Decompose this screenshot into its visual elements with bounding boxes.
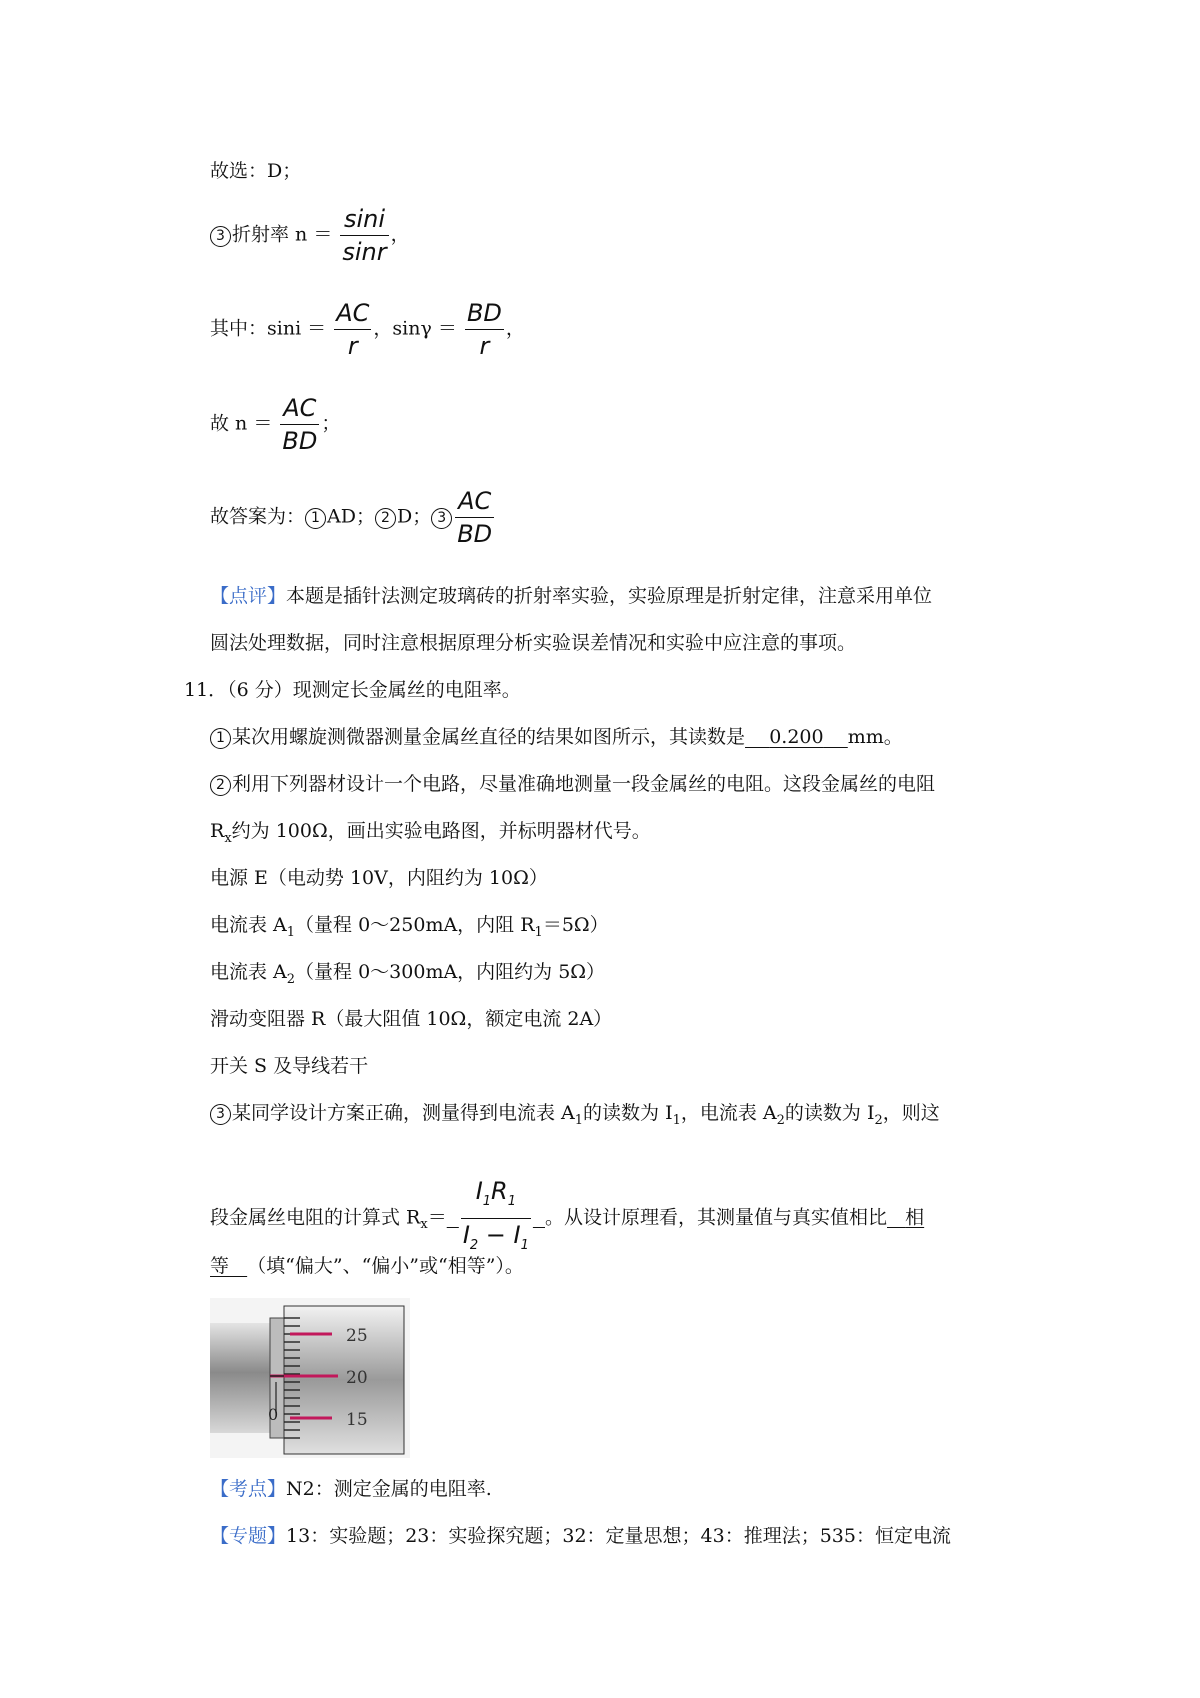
subscript: 1 [286, 924, 296, 940]
answer-choice-line: 故选：D； [210, 160, 302, 182]
subscript: 2 [874, 1112, 883, 1128]
subscript: 1 [507, 1193, 517, 1209]
fraction-denominator: r [347, 332, 358, 360]
fraction-numerator: sini [340, 203, 388, 236]
subscript: 2 [469, 1237, 479, 1253]
subscript: 1 [520, 1237, 529, 1253]
fraction [455, 485, 494, 550]
equals: ＝ [427, 1206, 447, 1229]
formula-prefix: 折射率 n ＝ [232, 223, 333, 246]
circled-number: 1 [210, 728, 231, 749]
part-text: 利用下列器材设计一个电路，尽量准确地测量一段金属丝的电阻。这段金属丝的电阻 [232, 773, 936, 795]
kaodian-text: N2：测定金属的电阻率. [286, 1478, 492, 1500]
answer-value: 等 [210, 1255, 230, 1277]
thimble-label: 15 [346, 1410, 368, 1430]
item-text: 电流表 A [210, 914, 287, 936]
fraction-denominator: sinr [342, 238, 387, 266]
kaodian-tag: 【考点】 [210, 1478, 287, 1500]
punct: ， [390, 223, 410, 246]
question-part-2-line-2 [210, 818, 651, 852]
circled-number: 3 [431, 508, 452, 529]
unit: mm。 [847, 726, 903, 748]
part-text: 段金属丝电阻的计算式 R [210, 1206, 421, 1229]
question-title: 11．（6 分）现测定长金属丝的电阻率。 [184, 679, 521, 701]
circled-number: 3 [210, 1104, 231, 1125]
equipment-item-4: 滑动变阻器 R（最大阻值 10Ω，额定电流 2A） [210, 1008, 613, 1030]
subscript: 1 [482, 1193, 492, 1209]
operator: − [478, 1220, 514, 1249]
part-text: （填“偏大”、“偏小”或“相等”）。 [247, 1255, 524, 1277]
part-text: 的读数为 I [583, 1102, 673, 1124]
subscript: 2 [776, 1112, 785, 1128]
equipment-item-3 [210, 959, 605, 993]
micrometer-figure [210, 1298, 410, 1458]
formula-prefix: 其中：sini ＝ [210, 317, 327, 340]
part-text: 约为 100Ω，画出实验电路图，并标明器材代号。 [231, 820, 651, 842]
fraction-numerator: AC [280, 392, 319, 425]
circled-number: 3 [210, 226, 231, 247]
answer-blank [887, 1206, 924, 1228]
fraction [340, 203, 388, 268]
question-part-2-line-1 [210, 771, 935, 797]
part-text: ，则这 [882, 1102, 940, 1124]
item-text: （量程 0～300mA，内阻约为 5Ω） [295, 961, 606, 983]
part-text: 某次用螺旋测微器测量金属丝直径的结果如图所示，其读数是 [232, 726, 746, 748]
knowledge-point [210, 1476, 492, 1502]
subscript: 1 [574, 1112, 584, 1128]
answer-prefix: 故答案为： [210, 505, 306, 528]
part-text: 的读数为 I [784, 1102, 875, 1124]
sine-definition-line [210, 297, 525, 362]
review-text: 本题是插针法测定玻璃砖的折射率实验，实验原理是折射定律，注意采用单位 [286, 585, 933, 607]
fraction-numerator [461, 1175, 531, 1219]
fraction-numerator: AC [455, 485, 494, 518]
thimble-label: 20 [346, 1368, 368, 1388]
circled-number: 2 [210, 775, 231, 796]
review-line-1 [210, 583, 932, 609]
fraction-denominator: BD [457, 520, 493, 548]
circled-number: 2 [375, 508, 396, 529]
fraction [465, 297, 504, 362]
answer-value: 相 [905, 1206, 925, 1229]
sleeve-zero-label: 0 [268, 1405, 279, 1424]
subscript: 1 [672, 1112, 681, 1128]
fraction-denominator: r [479, 332, 490, 360]
formula-middle: ，sinγ ＝ [373, 317, 457, 340]
equipment-item-5: 开关 S 及导线若干 [210, 1055, 369, 1077]
subscript: 1 [534, 924, 543, 940]
subscript: 2 [286, 971, 296, 987]
zhuanti-text: 13：实验题；23：实验探究题；32：定量思想；43：推理法；535：恒定电流 [286, 1525, 951, 1547]
thimble-label: 25 [346, 1326, 368, 1346]
punct: ； [321, 412, 341, 435]
item-text: ＝5Ω） [542, 914, 609, 936]
topic-line [210, 1523, 951, 1549]
answer-blank [447, 1177, 545, 1253]
formula-prefix: 故 n ＝ [210, 412, 273, 435]
resistance-fraction [461, 1175, 531, 1262]
fraction-numerator: AC [334, 297, 371, 330]
subscript: x [420, 1217, 428, 1233]
var: I [475, 1177, 483, 1205]
fraction-numerator: BD [465, 297, 504, 330]
fraction [334, 297, 371, 362]
fraction-denominator: BD [282, 427, 318, 455]
answer-part: D； [396, 505, 432, 528]
equipment-item-1: 电源 E（电动势 10V，内阻约为 10Ω） [210, 867, 548, 889]
answer-blank [745, 726, 848, 748]
final-answer-line [210, 485, 496, 550]
answer-part: AD； [327, 505, 375, 528]
result-line [210, 392, 340, 457]
part-text: 某同学设计方案正确，测量得到电流表 A [232, 1102, 575, 1124]
answer-value: 0.200 [769, 726, 824, 748]
circled-number: 1 [305, 508, 326, 529]
var: I [462, 1220, 470, 1249]
subscript: x [224, 830, 232, 846]
part-text: ，电流表 A [680, 1102, 777, 1124]
equipment-item-2 [210, 912, 609, 946]
fraction [280, 392, 319, 457]
review-tag: 【点评】 [210, 585, 287, 607]
question-part-1 [210, 724, 903, 750]
punct: ， [505, 317, 525, 340]
part-text: 。从设计原理看，其测量值与真实值相比 [545, 1206, 888, 1229]
zhuanti-tag: 【专题】 [210, 1525, 287, 1547]
answer-blank [210, 1255, 247, 1277]
question-part-3-line-3 [210, 1253, 524, 1279]
question-part-3-line-2 [210, 1175, 924, 1262]
item-text: 电流表 A [210, 961, 287, 983]
var: R [491, 1177, 508, 1205]
question-part-3-line-1 [210, 1100, 940, 1134]
var: I [513, 1220, 521, 1249]
symbol: R [210, 820, 225, 842]
item-text: （量程 0～250mA，内阻 R [295, 914, 535, 936]
refraction-formula-line [210, 203, 410, 268]
review-line-2: 圆法处理数据，同时注意根据原理分析实验误差情况和实验中应注意的事项。 [210, 632, 857, 654]
